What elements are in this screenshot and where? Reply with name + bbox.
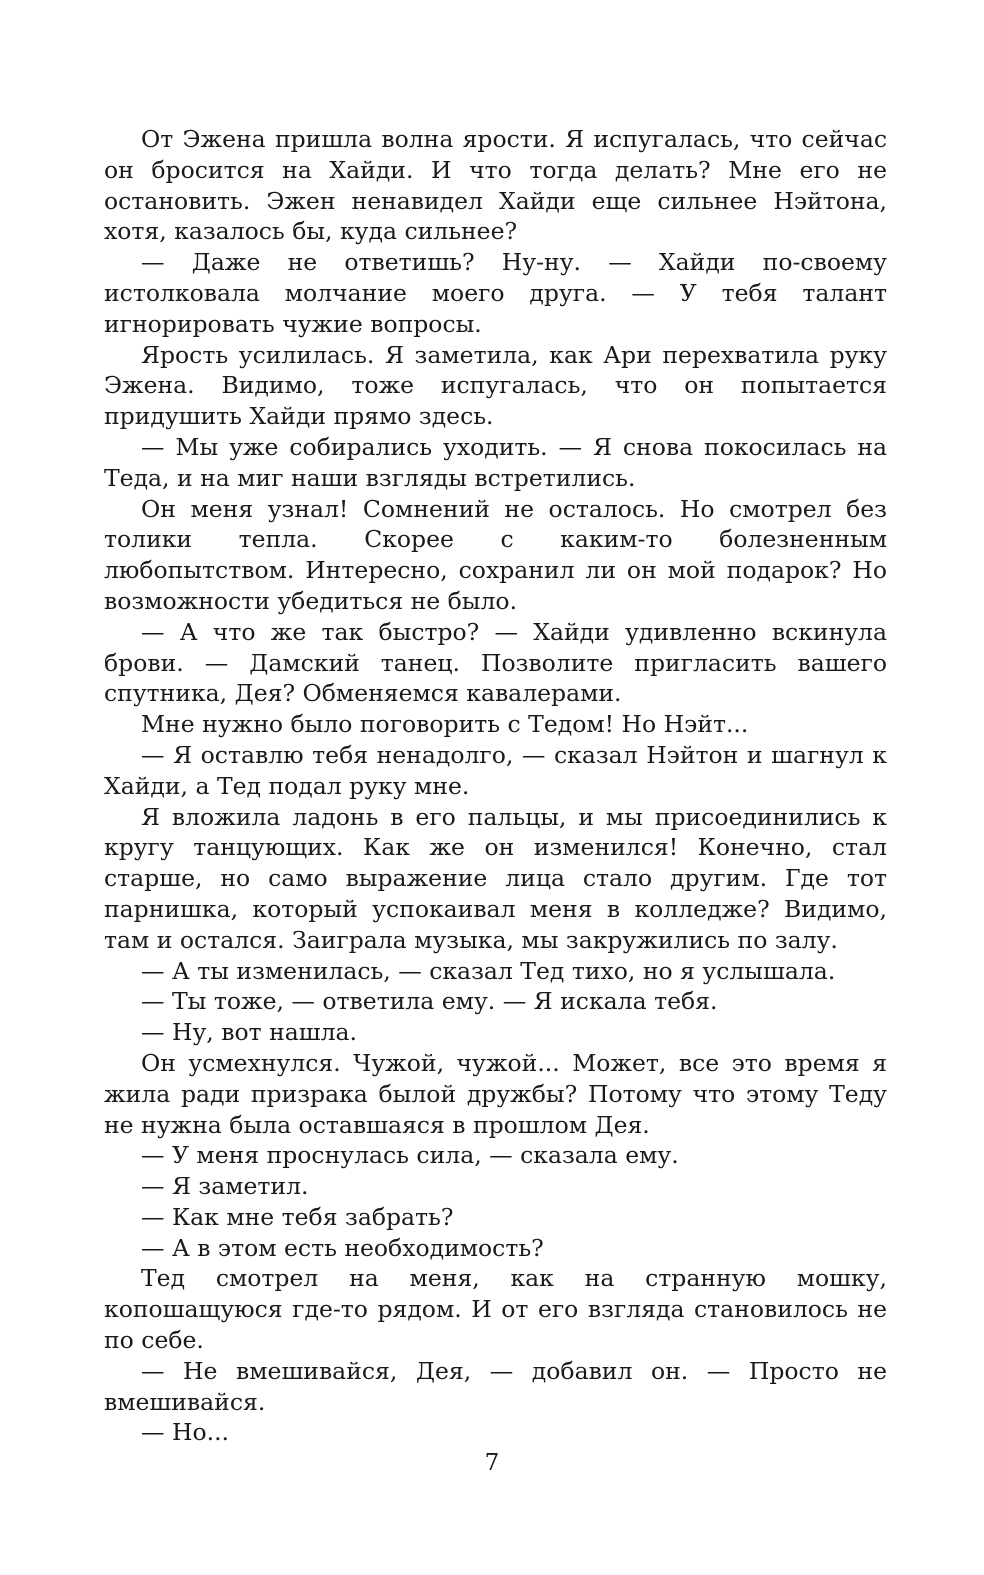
paragraph: Мне нужно было поговорить с Тедом! Но Нэйт...	[141, 710, 749, 739]
paragraph: — Ну, вот нашла.	[141, 1018, 358, 1047]
paragraph: — Ты тоже, — ответила ему. — Я искала тебя.	[141, 987, 718, 1016]
paragraph: — Я оставлю тебя ненадолго, — сказал Нэйтон и шагнул к Хайди, а Тед подал руку мне.	[104, 740, 887, 800]
paragraph: Он меня узнал! Сомнений не осталось. Но смотрел без толики тепла. Скорее с каким-то болезненным любопытством. Интересно, сохранил ли он мой подарок? Но возможности убедиться не было.	[104, 494, 887, 615]
paragraph: — Даже не ответишь? Ну-ну. — Хайди по-своему истолковала молчание моего друга. — У тебя талант игнорировать чужие вопросы.	[104, 248, 887, 338]
paragraph: — А что же так быстро? — Хайди удивленно вскинула брови. — Дамский танец. Позволите пригласить вашего спутника, Дея? Обменяемся кавалерами.	[104, 617, 887, 708]
paragraph: — А ты изменилась, — сказал Тед тихо, но я услышала.	[141, 956, 836, 985]
page-number: 7	[484, 1450, 500, 1476]
paragraph: Тед смотрел на меня, как на странную мошку, копошащуюся где-то рядом. И от его взгляда становилось не по себе.	[104, 1264, 887, 1355]
paragraph: Ярость усилилась. Я заметила, как Ари перехватила руку Эжена. Видимо, тоже испугалась, что он попытается придушить Хайди прямо здесь.	[104, 340, 887, 431]
paragraph: — А в этом есть необходимость?	[141, 1233, 544, 1262]
paragraph: — Как мне тебя забрать?	[141, 1202, 454, 1231]
paragraph: Я вложила ладонь в его пальцы, и мы присоединились к кругу танцующих. Как же он изменился! Конечно, стал старше, но само выражение лица стало другим. Где тот парнишка, который успокаивал меня в колледже? Видимо, там и остался. Заиграла музыка, мы закружились по залу.	[104, 802, 887, 954]
paragraph: — Я заметил.	[141, 1172, 309, 1201]
paragraph: Он усмехнулся. Чужой, чужой... Может, все это время я жила ради призрака былой дружбы? Потому что этому Теду не нужна была оставшаяся в прошлом Дея.	[104, 1048, 887, 1139]
paragraph: — Но...	[141, 1418, 230, 1447]
paragraph: От Эжена пришла волна ярости. Я испугалась, что сейчас он бросится на Хайди. И что тогда делать? Мне его не остановить. Эжен ненавидел Хайди еще сильнее Нэйтона, хотя, казалось бы, куда сильнее?	[104, 125, 887, 246]
paragraph: — У меня проснулась сила, — сказала ему.	[141, 1141, 679, 1170]
body-text	[104, 124, 887, 1448]
paragraph: — Не вмешивайся, Дея, — добавил он. — Просто не вмешивайся.	[104, 1356, 887, 1416]
paragraph: — Мы уже собирались уходить. — Я снова покосилась на Теда, и на миг наши взгляды встретились.	[104, 432, 887, 492]
